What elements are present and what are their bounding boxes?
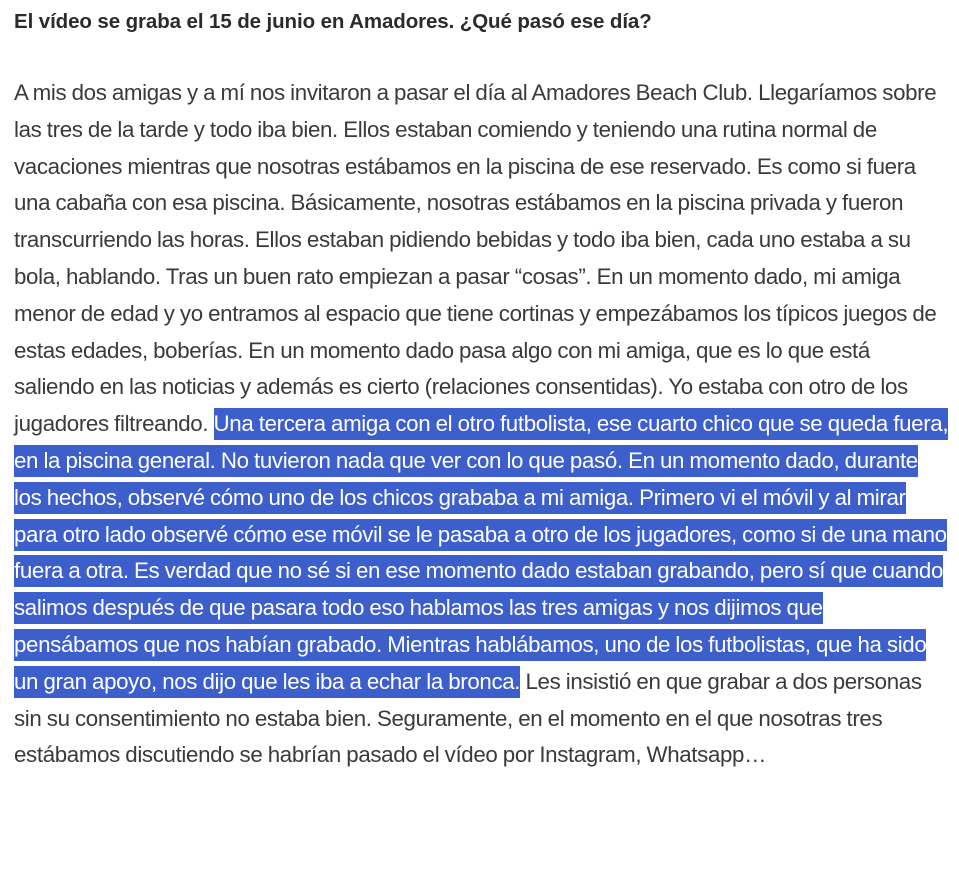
answer-text-after-selection: Les insistió en que grabar a dos personas sin su consentimiento no estaba bien. Seguramente, en el momento en el que nosotras tres estábamos discutiendo se habrían pasado el vídeo por Instagram, Whatsapp… bbox=[14, 668, 922, 768]
interview-question: El vídeo se graba el 15 de junio en Amadores. ¿Qué pasó ese día? bbox=[14, 10, 652, 33]
article bbox=[14, 0, 949, 774]
interview-answer bbox=[14, 75, 949, 774]
answer-text-before-selection: A mis dos amigas y a mí nos invitaron a pasar el día al Amadores Beach Club. Llegaríamos sobre las tres de la tarde y todo iba bien. Ellos estaban comiendo y teniendo una rutina normal de vacaciones mientras que nosotras estábamos en la piscina de ese reservado. Es como si fuera una cabaña con esa piscina. Básicamente, nosotras estábamos en la piscina privada y fueron transcurriendo las horas. Ellos estaban pidiendo bebidas y todo iba bien, cada uno estaba a su bola, hablando. Tras un buen rato empiezan a pasar “cosas”. En un momento dado, mi amiga menor de edad y yo entramos al espacio que tiene cortinas y empezábamos los típicos juegos de estas edades, boberías. En un momento dado pasa algo con mi amiga, que es lo que está saliendo en las noticias y además es cierto (relaciones consentidas). Yo estaba con otro de los jugadores filtreando. bbox=[14, 80, 937, 437]
selected-text-highlight[interactable]: Una tercera amiga con el otro futbolista, ese cuarto chico que se queda fuera, en la piscina general. No tuvieron nada que ver con lo que pasó. En un momento dado, durante los hechos, observé cómo uno de los chicos grababa a mi amiga. Primero vi el móvil y al mirar para otro lado observé cómo ese móvil se le pasaba a otro de los jugadores, como si de una mano fuera a otra. Es verdad que no sé si en ese momento dado estaban grabando, pero sí que cuando salimos después de que pasara todo eso hablamos las tres amigas y nos dijimos que pensábamos que nos habían grabado. Mientras hablábamos, uno de los futbolistas, que ha sido un gran apoyo, nos dijo que les iba a echar la bronca. bbox=[14, 408, 948, 698]
